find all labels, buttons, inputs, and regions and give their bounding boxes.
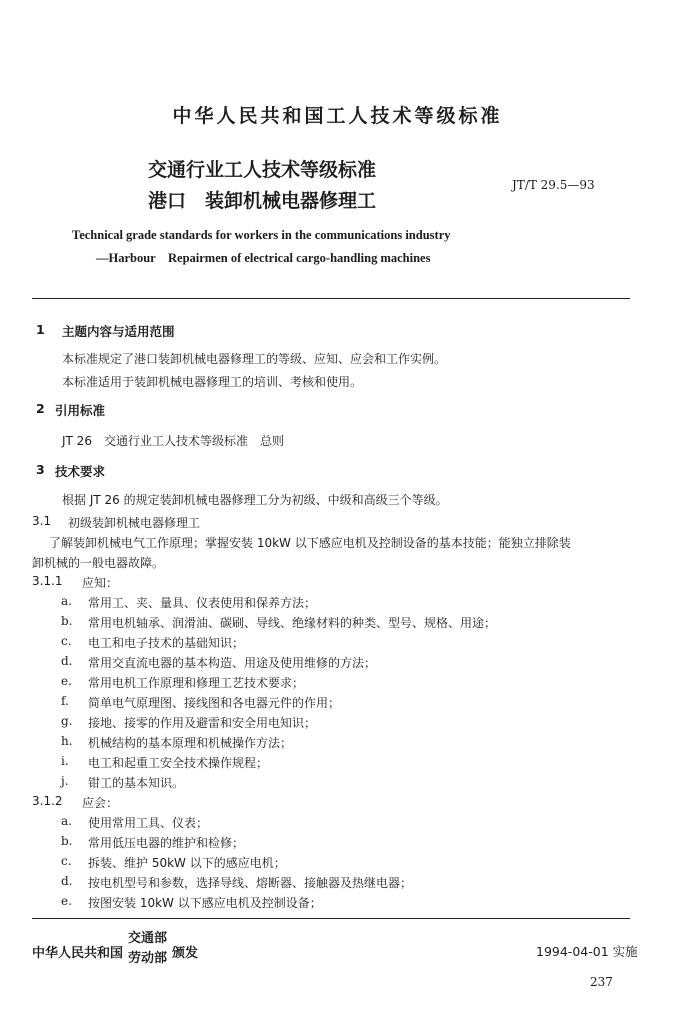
page-number: 237 — [590, 975, 613, 989]
know-item-letter: f. — [61, 694, 69, 708]
section-3-1-number: 3.1 — [32, 514, 52, 528]
skill-item-text: 使用常用工具、仪表； — [88, 816, 209, 830]
issuer-ministry-transport: 交通部 — [128, 931, 168, 946]
know-item-letter: c. — [61, 634, 72, 648]
section-3-1-para-line2: 卸机械的一般电器故障。 — [32, 556, 165, 570]
section-3-1-2-title: 应会： — [82, 796, 119, 810]
know-item-text: 常用电机工作原理和修理工艺技术要求； — [88, 676, 305, 690]
know-item-text: 常用工、夹、量具、仪表使用和保养方法； — [88, 596, 317, 610]
national-standard-title: 中华人民共和国工人技术等级标准 — [172, 105, 503, 127]
know-item-letter: d. — [61, 654, 73, 668]
know-item-letter: e. — [61, 674, 72, 688]
issuer-country: 中华人民共和国 — [32, 946, 124, 961]
section-3-1-1-number: 3.1.1 — [32, 574, 63, 588]
section-2-number: 2 — [36, 401, 45, 416]
section-3-number: 3 — [36, 462, 45, 477]
english-title-line2: —Harbour Repairmen of electrical cargo-handling machines — [96, 251, 431, 265]
section-1-title: 主题内容与适用范围 — [62, 324, 175, 339]
section-2-title: 引用标准 — [55, 403, 106, 418]
know-item-letter: b. — [61, 614, 73, 628]
footer-divider — [32, 918, 630, 919]
know-item-text: 常用电机轴承、润滑油、碳刷、导线、绝缘材料的种类、型号、规格、用途； — [88, 616, 497, 630]
section-3-title: 技术要求 — [55, 464, 106, 479]
know-item-text: 电工和电子技术的基础知识； — [88, 636, 245, 650]
standard-title-line1: 交通行业工人技术等级标准 — [148, 159, 377, 181]
section-1-para-2: 本标准适用于装卸机械电器修理工的培训、考核和使用。 — [62, 375, 363, 389]
skill-item-letter: c. — [61, 854, 72, 868]
effective-date: 1994-04-01 实施 — [536, 944, 638, 959]
know-item-letter: j. — [61, 774, 69, 788]
skill-item-text: 按电机型号和参数，选择导线、熔断器、接触器及热继电器； — [88, 876, 413, 890]
skill-item-text: 按图安装 10kW 以下感应电机及控制设备； — [88, 896, 322, 910]
skill-item-letter: b. — [61, 834, 73, 848]
section-3-1-para-line1: 了解装卸机械电气工作原理；掌握安装 10kW 以下感应电机及控制设备的基本技能；能独立排除装 — [49, 536, 571, 550]
section-1-para-1: 本标准规定了港口装卸机械电器修理工的等级、应知、应会和工作实例。 — [62, 352, 447, 366]
english-title-line1: Technical grade standards for workers in the communications industry — [72, 228, 451, 242]
skill-item-letter: e. — [61, 894, 72, 908]
section-3-para-1: 根据 JT 26 的规定装卸机械电器修理工分为初级、中级和高级三个等级。 — [62, 493, 448, 507]
know-item-text: 电工和起重工安全技术操作规程； — [88, 756, 269, 770]
skill-item-text: 常用低压电器的维护和检修； — [88, 836, 245, 850]
know-item-letter: h. — [61, 734, 73, 748]
section-2-reference: JT 26 交通行业工人技术等级标准 总则 — [62, 434, 284, 448]
section-3-1-2-number: 3.1.2 — [32, 794, 63, 808]
section-3-1-1-title: 应知： — [82, 576, 119, 590]
know-item-text: 钳工的基本知识。 — [88, 776, 185, 790]
skill-item-letter: d. — [61, 874, 73, 888]
issuer-ministries — [128, 929, 167, 969]
standard-title-line2: 港口 装卸机械电器修理工 — [148, 190, 377, 212]
know-item-letter: g. — [61, 714, 73, 728]
skill-item-letter: a. — [61, 814, 72, 828]
standard-code: JT/T 29.5—93 — [512, 178, 595, 192]
know-item-letter: i. — [61, 754, 69, 768]
issue-word: 颁发 — [172, 946, 199, 961]
skill-item-text: 拆装、维护 50kW 以下的感应电机； — [88, 856, 286, 870]
know-item-text: 接地、接零的作用及避雷和安全用电知识； — [88, 716, 317, 730]
know-item-text: 机械结构的基本原理和机械操作方法； — [88, 736, 293, 750]
header-divider — [32, 298, 630, 299]
section-3-1-title: 初级装卸机械电器修理工 — [68, 516, 201, 530]
know-item-text: 常用交直流电器的基本构造、用途及使用维修的方法； — [88, 656, 377, 670]
know-item-letter: a. — [61, 594, 72, 608]
issuer-ministry-labour: 劳动部 — [128, 951, 168, 966]
section-1-number: 1 — [36, 322, 45, 337]
know-item-text: 简单电气原理图、接线图和各电器元件的作用； — [88, 696, 341, 710]
